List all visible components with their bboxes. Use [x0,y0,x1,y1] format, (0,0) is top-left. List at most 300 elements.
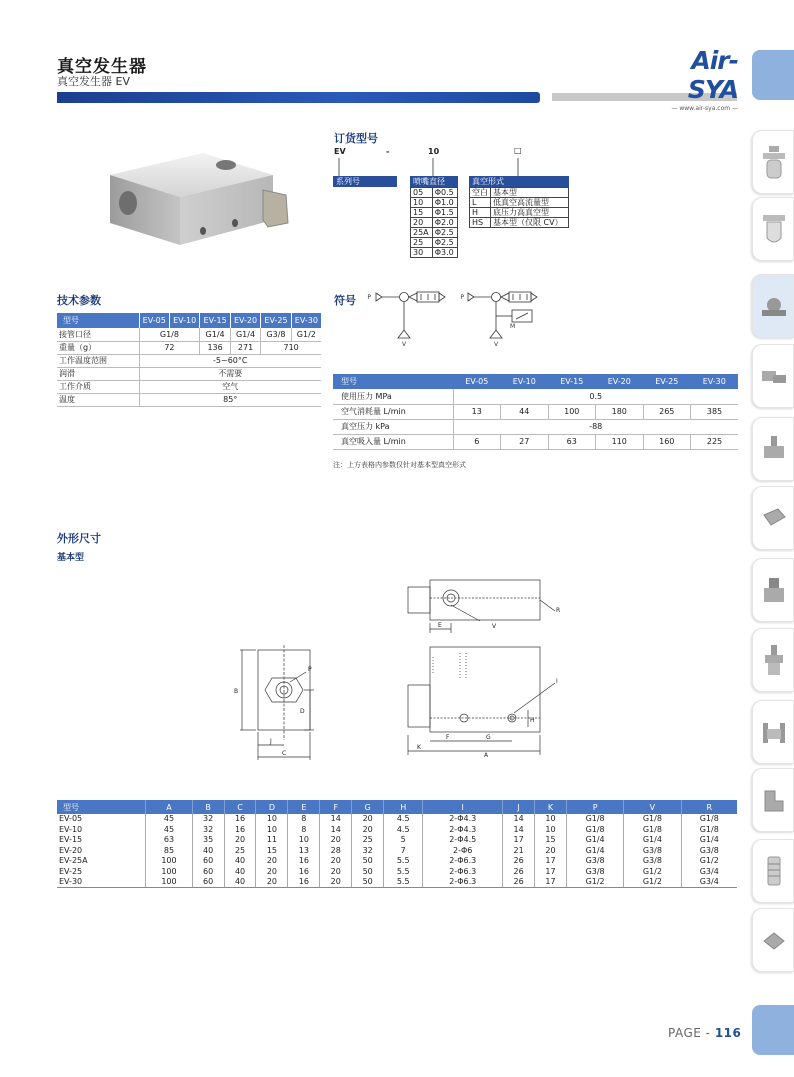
fitting-icon [761,359,787,395]
cell: 15 [256,846,288,857]
nozzle-diameter: Φ0.5 [432,188,457,198]
cell: 160 [643,434,691,449]
dimension-drawing [220,575,580,765]
performance-table [333,374,738,450]
cell: 16 [224,825,256,836]
cell: 10 [256,825,288,836]
col-header: A [146,800,192,814]
cell: 不需要 [139,367,321,380]
cell: G3/8 [624,846,681,857]
table-row [333,389,738,404]
cell: 0.5 [453,389,738,404]
col-header: 型号 [333,374,453,389]
col-header: R [681,800,737,814]
symbol-label-v: V [401,341,407,348]
cell: 20 [256,867,288,878]
symbol-label-p: P [367,294,371,301]
dimensions-title: 外形尺寸 [57,532,101,545]
nozzle-row [411,238,458,248]
table-row [57,328,321,341]
cell: 25 [352,835,384,846]
cell: 10 [288,835,320,846]
drawing-label-g: G [486,734,491,741]
cell: 50 [352,877,384,888]
table-row [57,380,321,393]
cell: G1/4 [200,328,230,341]
cell: 6 [453,434,501,449]
tech-params-title: 技术参数 [57,294,101,307]
row-label: EV-30 [57,877,146,888]
col-header: E [288,800,320,814]
side-tab-solenoid-valve[interactable] [752,558,794,622]
cell: 40 [224,856,256,867]
col-header: EV-20 [596,374,644,389]
side-tab-filter-regulator[interactable] [752,130,794,194]
cell: 空气 [139,380,321,393]
nozzle-code: 30 [411,248,433,258]
side-tab-suction-cup[interactable] [752,908,794,972]
cell: 136 [200,341,230,354]
col-header: G [352,800,384,814]
page-title: 真空发生器 [57,57,147,77]
drawing-label-d: D [300,708,305,715]
col-header: K [535,800,567,814]
cell: -88 [453,419,738,434]
cell: 17 [535,877,567,888]
cell: 32 [352,846,384,857]
table-row [57,393,321,406]
row-label: 接管口径 [57,328,139,341]
row-label: 空气消耗量 L/min [333,404,453,419]
pneumatic-symbol-diagram [366,286,566,350]
vacuum-row [470,218,569,228]
cell: 20 [535,846,567,857]
cell: -5~60°C [139,354,321,367]
cell: 45 [146,825,192,836]
cell: 8 [288,814,320,825]
cell: 2-Φ4.5 [423,835,503,846]
table-row [57,867,737,878]
drawing-label-b: B [234,688,239,695]
cell: 13 [453,404,501,419]
symbol-label-p: P [460,294,464,301]
nozzle-code: 25 [411,238,433,248]
cell: 50 [352,867,384,878]
side-tab-gripper[interactable] [752,700,794,764]
cell: 5.5 [384,856,423,867]
col-header: EV-25 [643,374,691,389]
col-header: EV-25 [261,313,291,328]
col-header: EV-30 [691,374,739,389]
table-row [57,814,737,825]
cell: 100 [548,404,596,419]
cell: 4.5 [384,814,423,825]
gripper-icon [761,715,787,751]
cell: 72 [139,341,200,354]
vacuum-generator-icon [761,289,787,325]
drawing-label-j: J [270,738,272,745]
side-tab-elbow-fitting[interactable] [752,768,794,832]
cell: 32 [192,825,224,836]
col-header: B [192,800,224,814]
cell: 17 [503,835,535,846]
order-code-series: EV [334,147,346,156]
cell: G1/4 [624,835,681,846]
side-tab-valve[interactable] [752,417,794,481]
cell: 20 [224,835,256,846]
nozzle-code: 10 [411,198,433,208]
cell: 40 [192,846,224,857]
table-row [333,404,738,419]
cell: G1/4 [566,846,623,857]
cell: 10 [535,825,567,836]
cell: 63 [548,434,596,449]
cell: G1/2 [624,877,681,888]
cell: 20 [320,877,352,888]
cell: 265 [643,404,691,419]
cell: 45 [146,814,192,825]
table-row [57,825,737,836]
col-header: EV-15 [200,313,230,328]
dimensions-table [57,800,737,888]
cell: 271 [230,341,260,354]
cell: 20 [352,825,384,836]
cell: 11 [256,835,288,846]
row-label: 润滑 [57,367,139,380]
cell: G1/4 [681,835,737,846]
suction-cup-icon [761,923,787,959]
col-header: EV-10 [501,374,549,389]
drawing-label-i: I [556,678,558,685]
cell: 16 [288,867,320,878]
cell: 17 [535,856,567,867]
col-header: H [384,800,423,814]
side-tab-vacuum-generator[interactable] [752,274,794,338]
cell: G3/4 [681,867,737,878]
col-header: EV-05 [453,374,501,389]
cell: G1/2 [566,877,623,888]
elbow-fitting-icon [761,783,787,819]
cell: 85 [146,846,192,857]
vacuum-code: H [470,208,491,218]
cell: 4.5 [384,825,423,836]
dimensions-table-body [57,814,737,888]
order-code-dash: - [386,147,390,156]
tech-params-table [57,313,321,407]
cell: 35 [192,835,224,846]
cell: 32 [192,814,224,825]
drawing-label-r: R [556,607,561,614]
drawing-label-v: V [492,623,497,630]
table-row [57,835,737,846]
cell: 60 [192,877,224,888]
col-header: J [503,800,535,814]
col-header: 型号 [57,313,139,328]
nozzle-diameter: Φ3.0 [432,248,457,258]
nozzle-code: 25A [411,228,433,238]
cell: 5.5 [384,877,423,888]
cylinder-icon [761,501,787,537]
table-row [57,341,321,354]
cell: 14 [503,814,535,825]
nozzle-code: 15 [411,208,433,218]
col-header: EV-05 [139,313,169,328]
cell: 2-Φ6 [423,846,503,857]
cell: 27 [501,434,549,449]
cell: G1/2 [624,867,681,878]
row-label: EV-20 [59,845,83,855]
cell: 20 [320,867,352,878]
nozzle-code: 05 [411,188,433,198]
cell: 60 [192,867,224,878]
vacuum-type: 底压力高真空型 [491,208,569,218]
cell: 14 [320,825,352,836]
table-row [333,434,738,449]
vacuum-code: L [470,198,491,208]
col-header: P [566,800,623,814]
cell: 20 [320,835,352,846]
nozzle-table [410,187,458,258]
cell: 17 [535,867,567,878]
cell: G1/8 [566,814,623,825]
row-label: 工作介质 [57,380,139,393]
col-header: 型号 [57,800,146,814]
nozzle-diameter: Φ2.5 [432,238,457,248]
row-label: 真空压力 kPa [333,419,453,434]
table-row [57,367,321,380]
col-header: EV-20 [230,313,260,328]
cell: 2-Φ4.3 [423,825,503,836]
order-code-title: 订货型号 [334,132,378,145]
row-label: EV-25A [59,856,88,866]
nozzle-diameter: Φ1.0 [432,198,457,208]
cell: 5.5 [384,867,423,878]
table-row [57,856,737,867]
row-label: 重量（g） [57,341,139,354]
vacuum-type: 低真空高流量型 [491,198,569,208]
cell: 100 [146,877,192,888]
order-code-leaders [334,158,534,178]
cell: G1/8 [681,814,737,825]
cell: 2-Φ4.3 [423,814,503,825]
cell: G1/8 [624,825,681,836]
nozzle-row [411,228,458,238]
table-header-row [57,313,321,328]
row-label: EV-10 [59,824,83,834]
drawing-label-f: F [446,734,450,741]
cell: 16 [288,856,320,867]
cell: 40 [224,867,256,878]
cell: G3/8 [624,856,681,867]
symbol-label-v: V [493,341,499,348]
cell: 16 [288,877,320,888]
symbol-label-m: M [510,323,516,330]
filter-icon [761,212,787,248]
side-tab-cylinder[interactable] [752,486,794,550]
symbol-title: 符号 [334,294,356,307]
col-header: EV-15 [548,374,596,389]
side-tab-filter[interactable] [752,197,794,261]
cell: G1/8 [139,328,200,341]
side-tab-bottom-blue [752,1005,794,1055]
cell: G1/2 [291,328,321,341]
cell: 225 [691,434,739,449]
cell: 50 [352,856,384,867]
side-tab-silencer[interactable] [752,839,794,903]
table-row [333,419,738,434]
cell: 28 [320,846,352,857]
cell: G1/8 [681,825,737,836]
cell: 100 [146,856,192,867]
col-header: EV-30 [291,313,321,328]
cell: 40 [224,877,256,888]
cell: 20 [320,856,352,867]
table-row [57,846,737,857]
cell: G3/8 [566,867,623,878]
side-tab-top-blue [752,50,794,100]
page-subtitle: 真空发生器 EV [57,75,130,88]
cell: 60 [192,856,224,867]
nozzle-row [411,218,458,228]
row-label: EV-25 [59,866,83,876]
nozzle-code: 20 [411,218,433,228]
vacuum-code: 空白 [470,188,491,198]
cell: 180 [596,404,644,419]
table-header-row [57,800,737,814]
cell: 8 [288,825,320,836]
drawing-label-c: C [282,750,287,757]
filter-regulator-icon [761,145,787,181]
table-row [57,354,321,367]
cell: 25 [224,846,256,857]
cell: 10 [256,814,288,825]
nozzle-row [411,198,458,208]
valve-icon [761,432,787,468]
series-header: 系列号 [333,176,397,187]
cell: 44 [501,404,549,419]
col-header: C [224,800,256,814]
logo-text: Air-SYA [687,46,738,104]
brand-logo [652,46,738,112]
row-label: 工作温度范围 [57,354,139,367]
table-header-row [333,374,738,389]
vacuum-type-table [469,187,569,228]
page-prefix: PAGE - [668,1026,715,1040]
drawing-label-k: K [417,744,421,751]
vacuum-row [470,188,569,198]
nozzle-header: 喷嘴直径 [410,176,458,187]
drawing-label-a: A [484,752,489,759]
cell: 20 [352,814,384,825]
row-label: EV-15 [59,835,83,845]
regulator-icon [761,643,787,679]
vacuum-row [470,198,569,208]
solenoid-valve-icon [761,573,787,609]
cell: 85° [139,393,321,406]
vacuum-type: 基本型 [491,188,569,198]
nozzle-row [411,208,458,218]
cell: 26 [503,856,535,867]
cell: 7 [384,846,423,857]
cell: 13 [288,846,320,857]
cell: 21 [503,846,535,857]
drawing-label-e: E [438,622,442,629]
cell: 20 [256,877,288,888]
vacuum-row [470,208,569,218]
cell: 20 [256,856,288,867]
cell: G3/4 [681,877,737,888]
header-blue-bar [57,92,540,103]
cell: G1/4 [566,835,623,846]
cell: 26 [503,877,535,888]
logo-url: — www.air-sya.com — [671,105,738,112]
nozzle-diameter: Φ2.0 [432,218,457,228]
cell: G1/2 [681,856,737,867]
cell: 100 [146,867,192,878]
dimensions-subtitle: 基本型 [57,553,85,563]
nozzle-diameter: Φ1.5 [432,208,457,218]
row-label: 真空吸入量 L/min [333,434,453,449]
cell: 10 [535,814,567,825]
side-tab-regulator[interactable] [752,628,794,692]
cell: 110 [596,434,644,449]
product-photo [108,145,298,250]
cell: 16 [224,814,256,825]
nozzle-diameter: Φ2.5 [432,228,457,238]
cell: 14 [503,825,535,836]
cell: 15 [535,835,567,846]
cell: 26 [503,867,535,878]
cell: G3/8 [681,846,737,857]
performance-note: 注：上方表格内参数仅针对基本型真空形式 [333,461,466,469]
cell: G1/8 [624,814,681,825]
drawing-label-p: P [308,666,312,673]
row-label: 使用压力 MPa [333,389,453,404]
row-label: 温度 [57,393,139,406]
cell: 14 [320,814,352,825]
cell: G1/4 [230,328,260,341]
cell: G1/8 [566,825,623,836]
vacuum-header: 真空形式 [469,176,569,187]
cell: 63 [146,835,192,846]
cell: 710 [261,341,321,354]
vacuum-type: 基本型（仅限 CV） [491,218,569,228]
col-header: EV-10 [169,313,199,328]
order-code-vacuum-box: □ [514,146,522,155]
row-label: EV-05 [59,814,83,824]
page-number-value: 116 [714,1026,742,1040]
table-row [57,877,737,888]
cell: 2-Φ6.3 [423,867,503,878]
col-header: D [256,800,288,814]
drawing-label-h: H [530,717,535,724]
cell: 2-Φ6.3 [423,877,503,888]
cell: 5 [384,835,423,846]
vacuum-code: HS [470,218,491,228]
nozzle-row [411,248,458,258]
side-tab-fitting[interactable] [752,344,794,408]
silencer-icon [761,854,787,890]
nozzle-row [411,188,458,198]
order-code-nozzle: 10 [428,147,440,156]
cell: 385 [691,404,739,419]
cell: 2-Φ6.3 [423,856,503,867]
cell: G3/8 [261,328,291,341]
cell: G3/8 [566,856,623,867]
col-header: V [624,800,681,814]
page-number [668,1026,741,1040]
col-header: I [423,800,503,814]
